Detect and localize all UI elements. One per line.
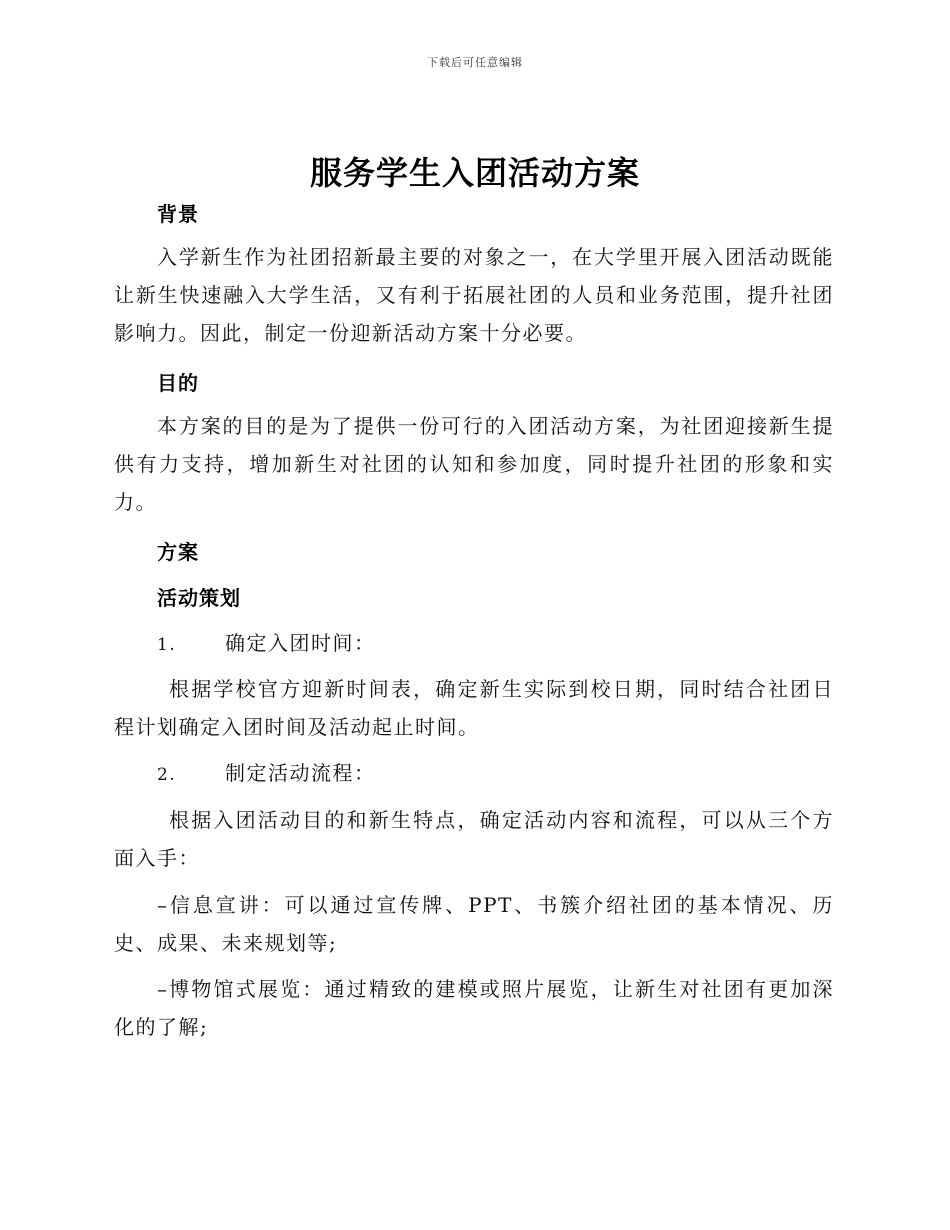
planning-heading: 活动策划 (157, 586, 241, 610)
list-item-2 (157, 754, 376, 794)
item1-paragraph: 根据学校官方迎新时间表，确定新生实际到校日期，同时结合社团日程计划确定入团时间及活动起止时间。 (114, 677, 834, 739)
list-item-number: 1. (157, 635, 177, 655)
item2-paragraph: 根据入团活动目的和新生特点，确定活动内容和流程，可以从三个方面入手： (114, 808, 834, 870)
list-item-1 (157, 624, 376, 664)
bullet-exhibition: –博物馆式展览：通过精致的建模或照片展览，让新生对社团有更加深化的了解; (114, 977, 834, 1039)
background-heading: 背景 (157, 202, 199, 226)
purpose-paragraph: 本方案的目的是为了提供一份可行的入团活动方案，为社团迎接新生提供有力支持，增加新生对社团的认知和参加度，同时提升社团的形象和实力。 (114, 414, 834, 514)
bullet-info-session: –信息宣讲：可以通过宣传牌、PPT、书簇介绍社团的基本情况、历史、成果、未来规划等; (114, 893, 834, 955)
background-paragraph: 入学新生作为社团招新最主要的对象之一，在大学里开展入团活动既能让新生快速融入大学生活，又有利于拓展社团的人员和业务范围，提升社团影响力。因此，制定一份迎新活动方案十分必要。 (114, 245, 834, 345)
plan-heading: 方案 (157, 540, 199, 564)
purpose-heading: 目的 (157, 371, 199, 395)
document-title: 服务学生入团活动方案 (309, 154, 640, 192)
list-item-number: 2. (157, 765, 177, 785)
list-item-title: 确定入团时间： (225, 631, 376, 655)
header-note: 下载后可任意编辑 (427, 56, 523, 69)
list-item-title: 制定活动流程： (225, 761, 376, 785)
